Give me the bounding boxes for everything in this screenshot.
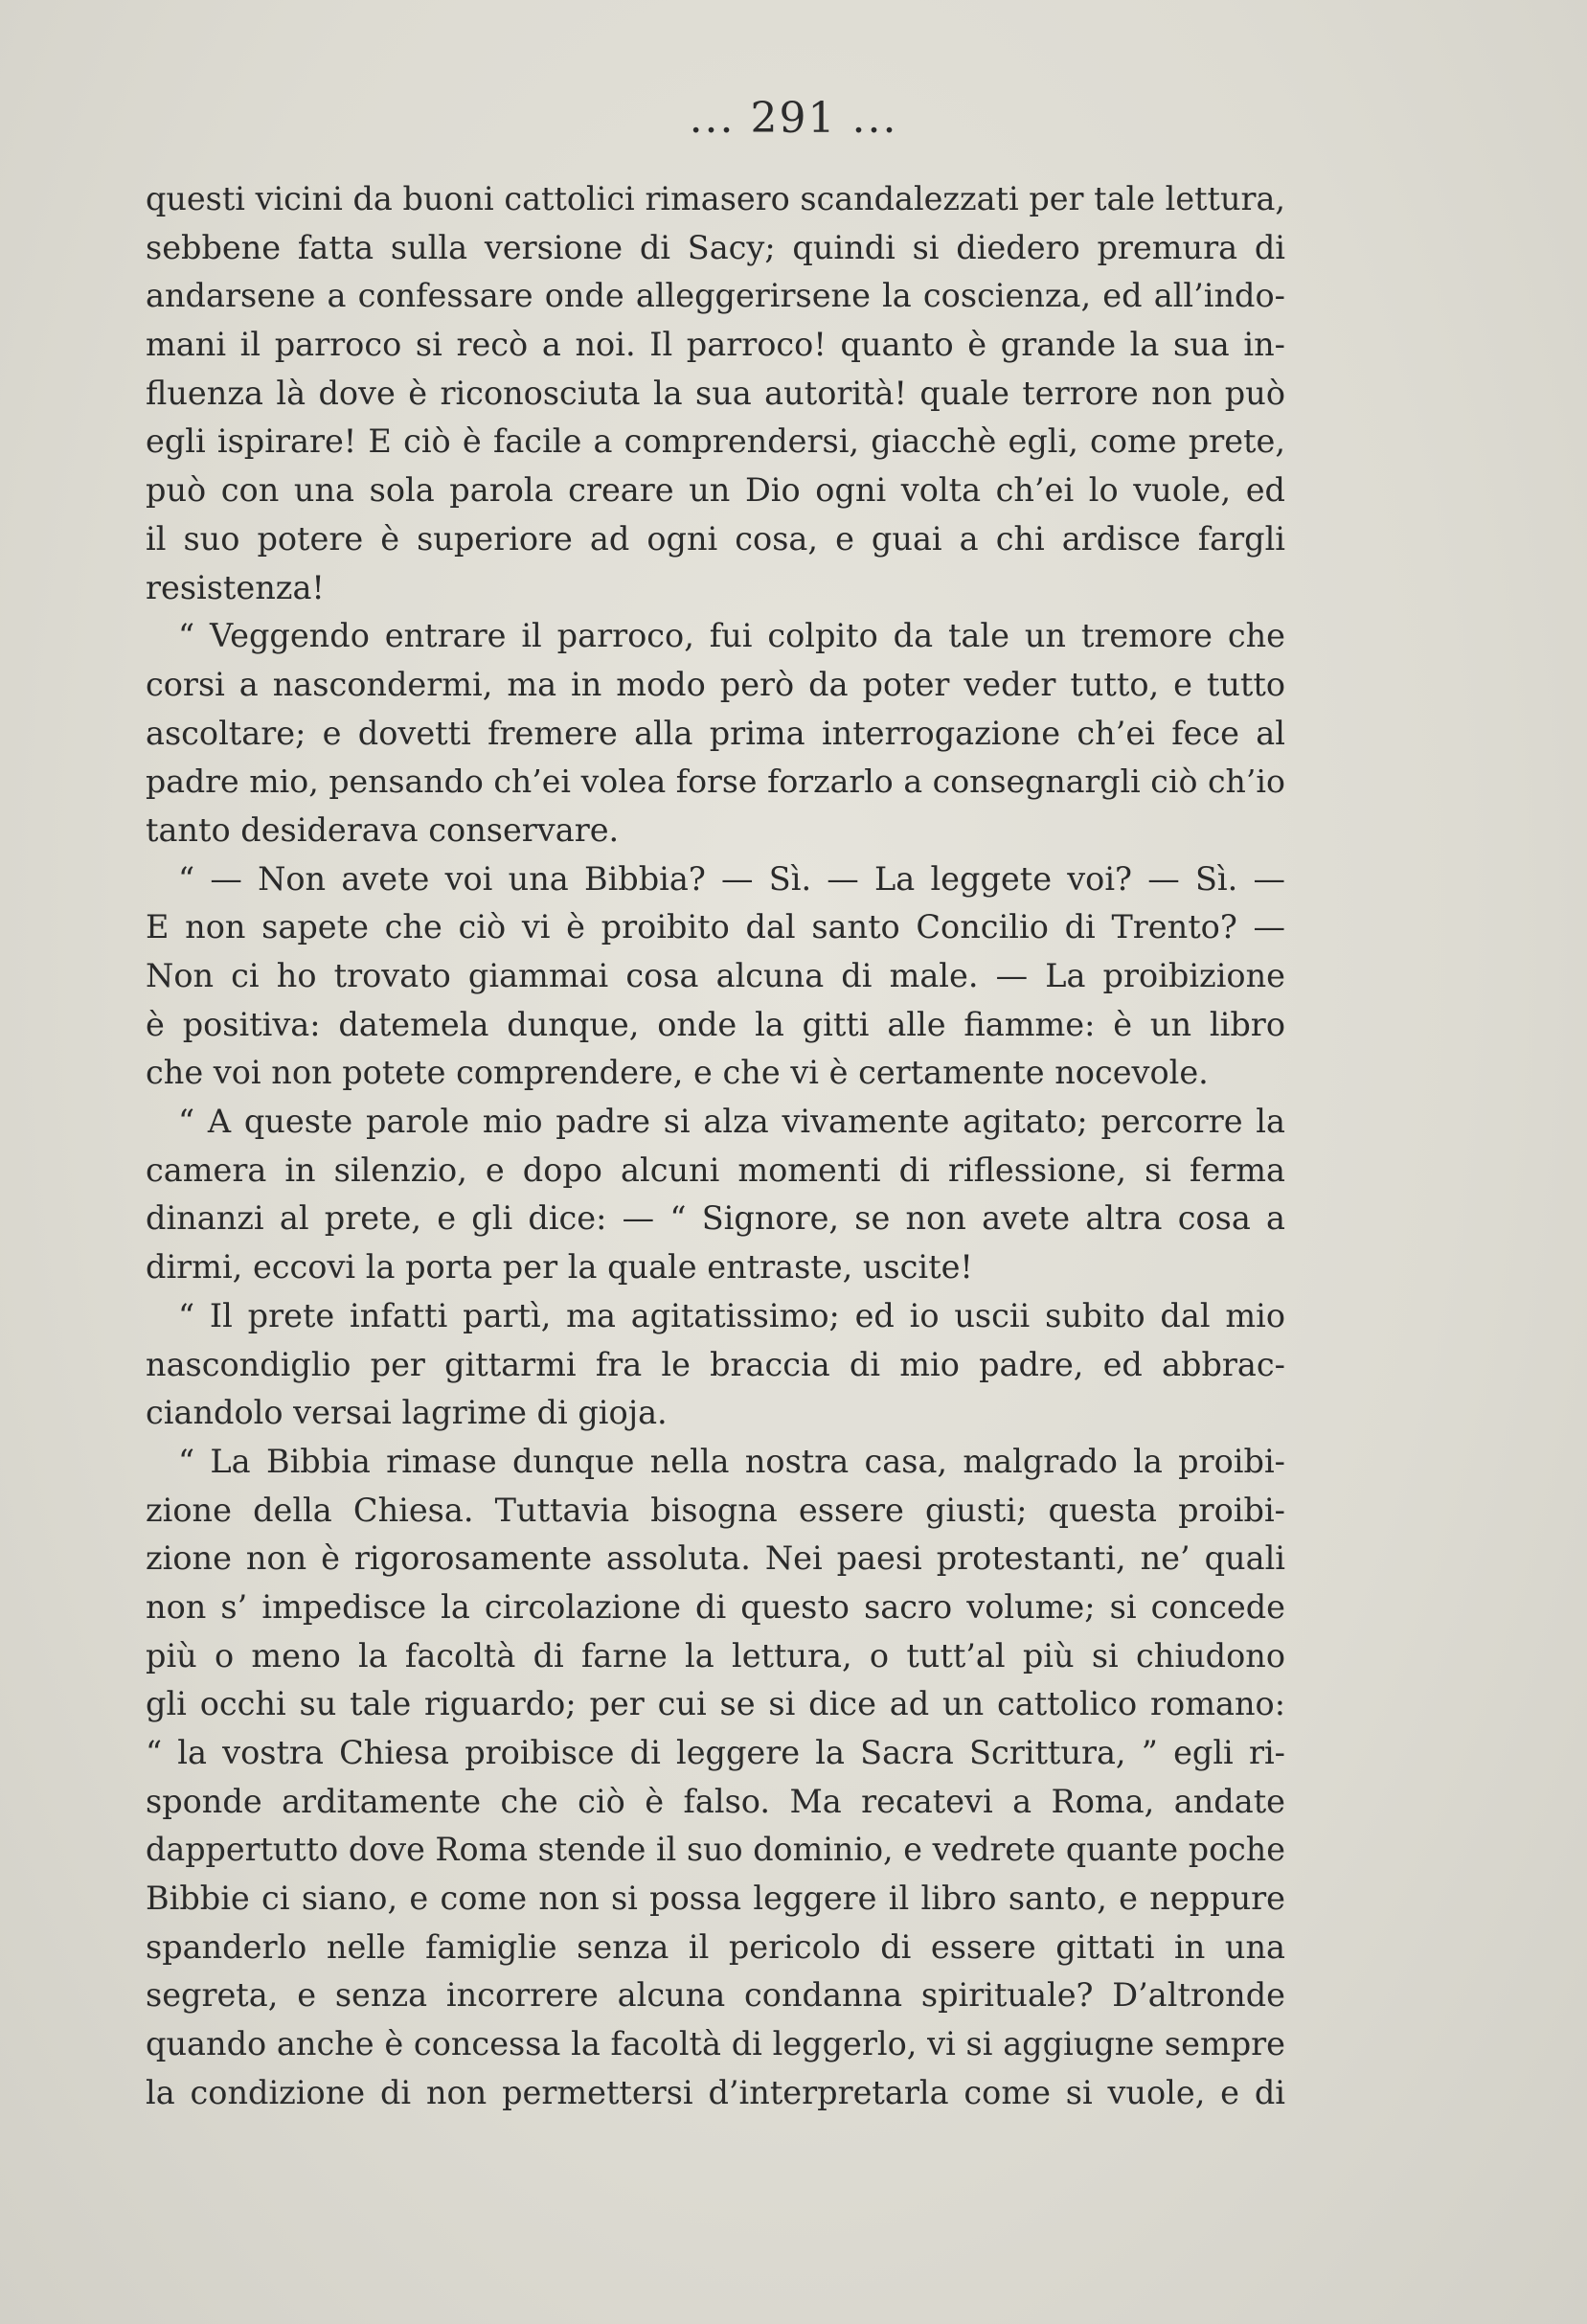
text-line: corsi a nascondermi, ma in modo però da poter veder tutto, e tutto <box>146 665 1285 703</box>
text-line: più o meno la facoltà di farne la lettura, o tutt’al più si chiudono <box>146 1636 1285 1675</box>
text-line: dinanzi al prete, e gli dice: — “ Signore, se non avete altra cosa a <box>146 1199 1285 1238</box>
text-line: E non sapete che ciò vi è proibito dal santo Concilio di Trento? — <box>146 908 1285 946</box>
text-line: questi vicini da buoni cattolici rimasero scandalezzati per tale lettura, <box>146 180 1285 217</box>
text-line: padre mio, pensando ch’ei volea forse forzarlo a consegnargli ciò ch’io <box>146 763 1285 801</box>
page-number: ... 291 ... <box>689 94 898 143</box>
text-line: dappertutto dove Roma stende il suo dominio, e vedrete quante poche <box>146 1831 1285 1869</box>
text-line: zione della Chiesa. Tuttavia bisogna essere giusti; questa proibi- <box>146 1491 1285 1529</box>
text-line: può con una sola parola creare un Dio ogni volta ch’ei lo vuole, ed <box>146 471 1285 510</box>
text-line: “ — Non avete voi una Bibbia? — Sì. — La leggete voi? — Sì. — <box>178 859 1285 898</box>
text-line: “ Il prete infatti partì, ma agitatissimo; ed io uscii subito dal mio <box>178 1296 1285 1334</box>
text-line: sponde arditamente che ciò è falso. Ma recatevi a Roma, andate <box>146 1782 1285 1820</box>
text-line: gli occhi su tale riguardo; per cui se si dice ad un cattolico romano: <box>146 1685 1285 1723</box>
text-line: fluenza là dove è riconosciuta la sua autorità! quale terrore non può <box>146 374 1285 412</box>
text-line: resistenza! <box>146 568 325 606</box>
text-line: Bibbie ci siano, e come non si possa leggere il libro santo, e neppure <box>146 1880 1285 1918</box>
text-line: egli ispirare! E ciò è facile a comprendersi, giacchè egli, come prete, <box>146 422 1285 461</box>
text-line: dirmi, eccovi la porta per la quale entraste, uscite! <box>146 1248 973 1287</box>
text-line: è positiva: datemela dunque, onde la gitti alle fiamme: è un libro <box>146 1005 1285 1043</box>
text-line: non s’ impedisce la circolazione di questo sacro volume; si concede <box>146 1587 1285 1626</box>
text-line: sebbene fatta sulla versione di Sacy; quindi si diedero premura di <box>146 228 1285 266</box>
text-line: “ Veggendo entrare il parroco, fui colpito da tale un tremore che <box>178 617 1285 655</box>
text-line: “ La Bibbia rimase dunque nella nostra casa, malgrado la proibi- <box>178 1442 1285 1480</box>
text-line: nascondiglio per gittarmi fra le braccia di mio padre, ed abbrac- <box>146 1345 1285 1383</box>
text-line: “ la vostra Chiesa proibisce di leggere la Sacra Scrittura, ” egli ri- <box>146 1734 1285 1771</box>
body-text <box>146 175 1285 2118</box>
text-line: segreta, e senza incorrere alcuna condanna spirituale? D’altronde <box>146 1976 1285 2015</box>
text-line: il suo potere è superiore ad ogni cosa, e guai a chi ardisce fargli <box>146 519 1285 558</box>
text-line: zione non è rigorosamente assoluta. Nei paesi protestanti, ne’ quali <box>146 1539 1285 1578</box>
text-line: Non ci ho trovato giammai cosa alcuna di male. — La proibizione <box>146 957 1285 994</box>
text-line: ciandolo versai lagrime di gioja. <box>146 1394 668 1432</box>
text-line: tanto desiderava conservare. <box>146 810 620 849</box>
text-line: che voi non potete comprendere, e che vi è certamente nocevole. <box>146 1054 1209 1092</box>
text-line: spanderlo nelle famiglie senza il pericolo di essere gittati in una <box>146 1927 1285 1966</box>
text-line: ascoltare; e dovetti fremere alla prima interrogazione ch’ei fece al <box>146 714 1285 752</box>
text-line: la condizione di non permettersi d’interpretarla come si vuole, e di <box>146 2073 1285 2111</box>
text-line: camera in silenzio, e dopo alcuni momenti di riflessione, si ferma <box>146 1151 1285 1189</box>
text-line: quando anche è concessa la facoltà di leggerlo, vi si aggiugne sempre <box>146 2025 1285 2063</box>
text-line: “ A queste parole mio padre si alza vivamente agitato; percorre la <box>178 1103 1285 1141</box>
text-line: andarsene a confessare onde alleggerirsene la coscienza, ed all’indo- <box>146 277 1285 315</box>
text-line: mani il parroco si recò a noi. Il parroco! quanto è grande la sua in- <box>146 326 1285 364</box>
